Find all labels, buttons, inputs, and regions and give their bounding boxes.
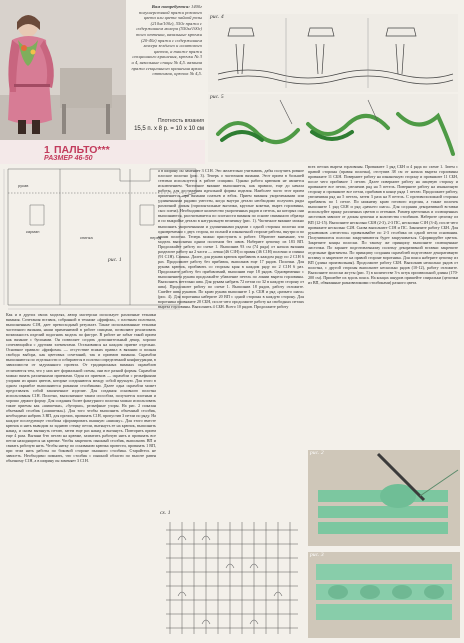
gauge-label: Плотность вязания [157,118,204,124]
materials-heading: Вам потребуется: [151,4,190,9]
fig2-photo [308,450,460,546]
fig4-illustration [208,14,458,92]
fig3-label: рис. 3 [310,552,324,558]
label-back: спинка [80,235,93,240]
scheme1-svg [158,510,306,638]
label-front: перед [150,235,162,240]
col1-paragraph: Как и в других своих моделях, автор мастерски использует различные техники вязания. Сочетания вставок, собранной в технике «фрифом», с плотным полотном, выполненным С1Н, дает превосходный результат. Также использованные техники частичного вязания, наши применяемой в работе спицами, позволяют реализовать возможность изделий подогнать модель по фигуре. В работе не забыт такой прием как вязание с бусинами. Он позволяет создать дополнительный декор, хорошо сочетающийся с другими элементами. Остановимся на каждом приеме отдельно. Основное правило «фрифома» — отсутствие всяких правил в вязании и полная свобода выбора, как цветовых сочетаний, так и приемов вязания. Скрамбли выполняются по отдельности и собираются в полотно определенной конфигурации, в зависимости от задуманного проекта. От традиционных вязаных скрамблов отличаются тем, что у них нет формальной схемы, они все разной формы. Скрамбли можно вязать различными приемами. Один из приемов — скрамбли с рельефными узорами из ярких цветов, которые соединяются между собой вручную. Для этого в одном скрамбле выполняются разными столбиками. Далее одна скрамбли может представлять собой законченное изделие. Для создания основного полотна использованы С1Н. Полотно, выполненное таким способом, получается плотным и хорошо держит форму. Для создания более фактурного полотна можно использовать такие приемы как «шишечки», «бугорки», рельефные узоры. На рис. 2 показан объемный столбик («шишечка»). Для того чтобы выполнить объемный столбик, необходимо набрать 3 ВП, для прочих, провязать С1Н, пропустив 3 петли по ряду. На каждое последующее столбика сформировать пышную «шишку». Для этого вместе крючок и нить выводим за заднюю стенку петли, вытянуть ее на крючок, выполнить накид, и снова вытянуть петлю, затем еще раз накид и вытянуть. Повторить прием еще 4 раза. Вытяни 6-ю петлю на крючке, захватить рабочую нить и провязать все петли находящиеся на крючке. Чтобы закрепить пышный столбик, выполнить ВП и связать рабочую нить. Чтобы нитку по основанию крючка провести, провязать 1 ВП, при этом нить работы по боковой стороне пышного столбика. Старайтесь не зависеть. Необходимо помнить, что столбик с пышной области по высоте равен обычному С1Н, а в ширину он заменяет 3 С1Н. [6,312,156,464]
fig5-label: рис. 5 [210,94,224,100]
text-column-2 [158,168,304,508]
model-name: ПАЛЬТО*** [54,144,110,156]
fig2-label: рис. 2 [310,450,324,456]
label-sleeve: рукав [18,183,29,188]
label-pocket: карман [26,229,40,234]
materials-block [126,0,204,120]
col3-paragraph: всех петлях выреза горловины. Провяжите 1 ряд СБН и 4 ряда по схеме 1. Затем с правой стороны (правая полочка), отступив 38 см от начала выреза горловины провяжите 11 СБН. Поверните работу на изнаночную сторону и провяжите 11 СБН, после чего прибавьте 1 петлю. Далее поверните работу на лицевую сторону и провяжите все петли, увеличив ряд на 5 петель. Поверните работу на изнаночную сторону и провяжите все петли, прибавив в конце ряда 1 петлю. Продолжите работу, увеличивая ряд на 5 петель, затем 3 раза на 8 петель. С противоположной стороны прибавить по 1 петле. По нижнему краю готового изделия, а также полочек выполните 1 ряд СБН и ряд «рачьего шага». Для создания декоративной вставки используйте пряжу различных цветов и оттенков. Размер цветочных и сплющенных листочков зависит от длины цепочки и количества столбиков. Наберите цепочку из ВП (12-15). Выполните несколько СБН (2-3), 2-3 ПС, несколько С1Н (3-4), после чего провяжите несколько С2Н. Снова выполните С1Н и ПС. Закончите работу СБН. Для рукавчиков «лепесток» провязывайте по 2-3 столбика из одной петли основания. Получившиеся полоски закручиваются будет закручиваться. Сформируйте цветок. Закрепите концы полоски. По такому же принципу выполните сплющенные листочки. По заранее подготовленному полотну декоративной вставки закрепите отдельные фрагменты. По принципу создания скрамблей подготовьте декоративную вставку и закрепите ее на правой стороне воротника. Для пояса наберите цепочку из ВП (длина произвольная). Продолжите работу СБН. Выполнив несколько рядов от полотна, с другой стороны выполните несколько рядов (10-12), работу отложите. Выполните полоски жгуты (рис. 5) в количестве 3-х штук произвольной длины (170-200 см). Пришейте их вдоль пояса. На концах шнуров пришейте спиральки (цепочки из ВП, обвязанные разновеликими столбиками) разного цвета. [308,164,458,286]
text-column-1 [6,312,156,638]
title-bar [0,140,205,164]
fig3-photo [308,552,460,638]
fig5-illustration [208,94,458,162]
fig5-svg [208,94,458,162]
materials-tail: вязаная пряжа секционного крашения ярких оттенков, крючок № 4,5. [131,59,202,77]
col2-paragraph: а в ширину он заменяет 3 С1Н. Это желательно учитывать, дабы получить ровное плоское полотно (рис. 3). Теперь о частичном вязании. Этот прием в большей степени используется в работе спицами. Однако работа крючком не является исключением. Частичное вязание выполняется, как правило, еще до начала работы, для достижения идеальной формы изделия. Наиболее часто этот прием применяется при вязании платьев и юбок. Прием вязания укороченными или удлиненными рядами уместен, когда внутри детали необходимо получить ряды различной длины (горизонтальные вытачки, круглые кокетки, вырез горловины, скос плеча). Необходимое количество укороченных рядов и петель, на которых они выполняются, рассчитывается по плотности вязания по основе связанного образца и по выкройке детали в натуральную величину (рис. 1). Частичное вязание можно выполнять укороченными и удлиненными рядами с одной стороны полотна или одновременно с двух сторон, по полной и изнаночной стороне работы, внутри и по краям полотна. Теперь можно приступить к работе. Обратите внимание, что модель выполнена одним полотном без швов. Наберите цепочку из 183 ВП. Продолжайте работу по схеме 1. Выполнив 93 см (74 ряда) от начала вязания разделите работу на 2 части — левая (46 С1Н) и правая (46 С1Н) полочки и спинка (91 С1Н). Спинка. Далее, для рукава крючок прибавить в каждом ряду по 2 С1Н 6 раз. Продолжите работу без прибавок, выполнив еще 17 рядов. Полочки. Для рукава крючок, прибавить со стороны края в каждом ряду по 2 С1Н 6 раз. Продолжите работу без прибавлений, выполнив еще 18 рядов. Одновременно с выполнением рукава продолжайте убавление петель по линии выреза горловины. Выполнить петельки шва. Для рукава набрать 72 петли по 32 в каждую сторону от шва). Продолжите работу по схеме 1. Выполнив 18 рядов, работу отложите. Сшейте швы рукавов. По краю рукава выполните 1 р. СБН и ряд «рачьего шага» (рис. 4). Для воротника наберите 20 ВП с одной стороны в каждую сторону. Для воротника провяжите 20 СБН, после чего продолжите работу на свободных петлях выреза горловины. Выполнить 4 СБН. Всего 10 рядов. Продолжите работу [158,168,304,310]
materials-body: 1400г полушерстяной пряжи розового цвета или цвета чайной розы (210м/100г), 550г пряжи с содержанием мохера (550м/100г) того оттенка, вязальные крючки (20-40г) пряжи с содержанием мохера зелёного и салатового цветов, а также пряжи секционного крашения, крючки № 3 и 4, вязальные спицы № 4,5. [131,4,202,65]
fig4-label: рис. 4 [210,14,224,20]
model-photo [0,0,126,140]
fig1-label: рис. 1 [108,257,122,263]
text-column-3 [308,164,458,448]
coat-model-illustration [0,0,126,140]
fig2-svg [308,450,460,546]
fig3-svg [308,552,460,638]
scheme-1 [158,510,306,638]
gauge-value: 15,5 п. х 8 р. = 10 х 10 см [134,126,204,132]
model-number: 1 [44,144,50,156]
scheme1-label: сх. 1 [160,510,171,516]
fig4-svg [208,14,458,92]
model-size: РАЗМЕР 46-50 [44,155,93,162]
